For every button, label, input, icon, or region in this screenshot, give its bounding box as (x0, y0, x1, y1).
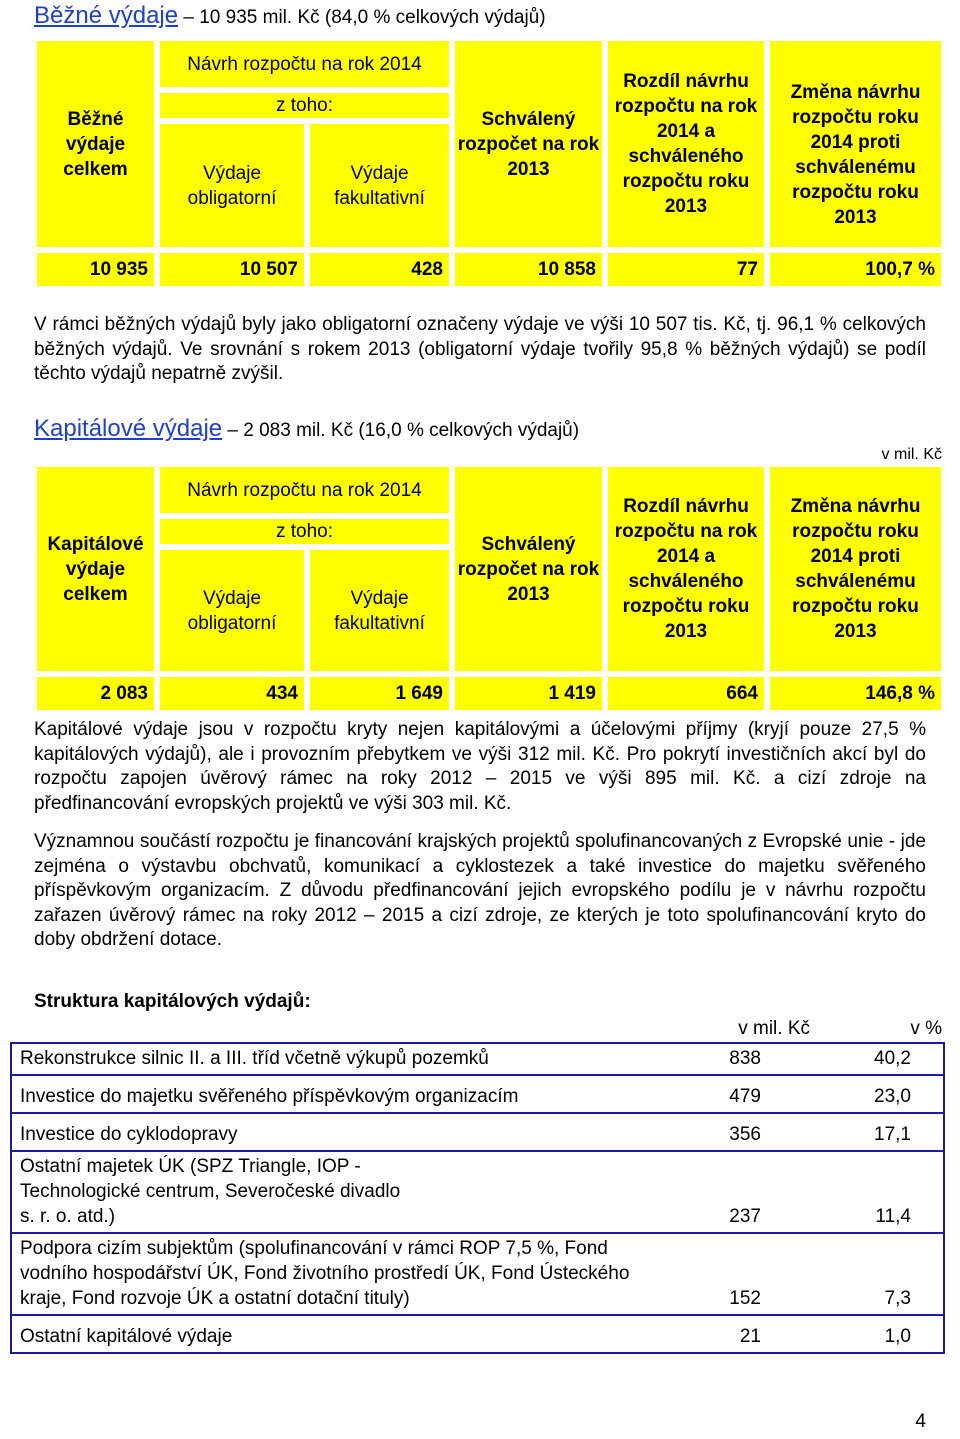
header-total: Kapitálové výdaje celkem (34, 464, 157, 674)
row-pct: 11,4 (761, 1151, 944, 1233)
value-change: 100,7 % (767, 250, 944, 289)
header-optional: Výdaje fakultativní (307, 121, 452, 250)
header-of-which: z toho: (157, 516, 452, 547)
header-difference: Rozdíl návrhu rozpočtu na rok 2014 a schváleného rozpočtu roku 2013 (605, 38, 767, 250)
capital-expenses-summary: – 2 083 mil. Kč (16,0 % celkových výdajů) (222, 420, 580, 441)
value-difference: 77 (605, 250, 767, 289)
header-approved: Schválený rozpočet na rok 2013 (452, 38, 605, 250)
row-pct: 17,1 (761, 1113, 944, 1151)
table-row (11, 1043, 944, 1075)
row-label: Ostatní kapitálové výdaje (11, 1315, 691, 1353)
table-row (11, 1113, 944, 1151)
header-mandatory: Výdaje obligatorní (157, 547, 307, 674)
capital-expenses-table (34, 464, 944, 713)
row-pct: 1,0 (761, 1315, 944, 1353)
table-row (11, 1233, 944, 1315)
value-difference: 664 (605, 674, 767, 713)
capital-expenses-heading (34, 415, 579, 443)
row-pct: 23,0 (761, 1075, 944, 1113)
header-of-which: z toho: (157, 90, 452, 121)
capital-paragraph-2: Významnou součástí rozpočtu je financování krajských projektů spolufinancovaných z Evropské unie - jde zejména o výstavbu obchvatů, komunikací a cyklostezek a také investice do majetku svěřeného příspěvkovým organizacím. Z důvodu předfinancování jejich evropského podílu je v návrhu rozpočtu zařazen úvěrový rámec na roky 2012 – 2015 a cizí zdroje, ze kterých je toto spolufinancování kryto do doby obdržení dotace. (34, 831, 926, 950)
header-optional: Výdaje fakultativní (307, 547, 452, 674)
row-amount: 237 (691, 1151, 761, 1233)
header-proposal: Návrh rozpočtu na rok 2014 (157, 464, 452, 516)
value-optional: 1 649 (307, 674, 452, 713)
row-amount: 21 (691, 1315, 761, 1353)
value-optional: 428 (307, 250, 452, 289)
capital-unit-label: v mil. Kč (881, 446, 942, 463)
value-approved: 1 419 (452, 674, 605, 713)
row-pct: 40,2 (761, 1043, 944, 1075)
value-change: 146,8 % (767, 674, 944, 713)
row-amount: 838 (691, 1043, 761, 1075)
structure-col-amount: v mil. Kč (738, 1018, 810, 1039)
current-expenses-heading (34, 2, 546, 30)
row-label: Ostatní majetek ÚK (SPZ Triangle, IOP - Technologické centrum, Severočeské divadlo s. r. o. atd.) (11, 1151, 691, 1233)
header-change: Změna návrhu rozpočtu roku 2014 proti schválenému rozpočtu roku 2013 (767, 38, 944, 250)
row-label: Investice do cyklodopravy (11, 1113, 691, 1151)
header-mandatory: Výdaje obligatorní (157, 121, 307, 250)
structure-col-pct: v % (910, 1018, 942, 1039)
current-expenses-paragraph: V rámci běžných výdajů byly jako obligatorní označeny výdaje ve výši 10 507 tis. Kč, tj. 96,1 % celkových běžných výdajů. Ve srovnání s rokem 2013 (obligatorní výdaje tvořily 95,8 % běžných výdajů) se podíl těchto výdajů nepatrně zvýšil. (34, 314, 926, 384)
row-label: Rekonstrukce silnic II. a III. tříd včetně výkupů pozemků (11, 1043, 691, 1075)
value-approved: 10 858 (452, 250, 605, 289)
row-pct: 7,3 (761, 1233, 944, 1315)
capital-paragraph-1: Kapitálové výdaje jsou v rozpočtu kryty nejen kapitálovými a účelovými příjmy (kryjí pouze 27,5 % kapitálových výdajů), ale i provozním přebytkem ve výši 312 mil. Kč. Pro pokrytí investičních akcí byl do rozpočtu zapojen úvěrový rámec na roky 2012 – 2015 ve výši 895 mil. Kč. a cizí zdroje na předfinancování evropských projektů ve výši 303 mil. Kč. (34, 719, 926, 814)
current-expenses-title[interactable]: Běžné výdaje (34, 2, 179, 29)
row-amount: 356 (691, 1113, 761, 1151)
structure-table (10, 1042, 945, 1354)
capital-expenses-title[interactable]: Kapitálové výdaje (34, 415, 223, 442)
row-amount: 152 (691, 1233, 761, 1315)
table-row (11, 1315, 944, 1353)
structure-title: Struktura kapitálových výdajů: (34, 991, 311, 1012)
value-total: 10 935 (34, 250, 157, 289)
current-expenses-summary: – 10 935 mil. Kč (84,0 % celkových výdajů) (178, 7, 546, 28)
header-difference: Rozdíl návrhu rozpočtu na rok 2014 a schváleného rozpočtu roku 2013 (605, 464, 767, 674)
row-amount: 479 (691, 1075, 761, 1113)
value-mandatory: 10 507 (157, 250, 307, 289)
header-approved: Schválený rozpočet na rok 2013 (452, 464, 605, 674)
row-label: Podpora cizím subjektům (spolufinancování v rámci ROP 7,5 %, Fond vodního hospodářství ÚK, Fond životního prostředí ÚK, Fond Ústeckého kraje, Fond rozvoje ÚK a ostatní dotační tituly) (11, 1233, 691, 1315)
header-change: Změna návrhu rozpočtu roku 2014 proti schválenému rozpočtu roku 2013 (767, 464, 944, 674)
table-row (11, 1151, 944, 1233)
value-total: 2 083 (34, 674, 157, 713)
value-mandatory: 434 (157, 674, 307, 713)
header-total: Běžné výdaje celkem (34, 38, 157, 250)
page-number: 4 (915, 1411, 926, 1432)
table-row (11, 1075, 944, 1113)
current-expenses-table (34, 38, 944, 289)
row-label: Investice do majetku svěřeného příspěvkovým organizacím (11, 1075, 691, 1113)
header-proposal: Návrh rozpočtu na rok 2014 (157, 38, 452, 90)
